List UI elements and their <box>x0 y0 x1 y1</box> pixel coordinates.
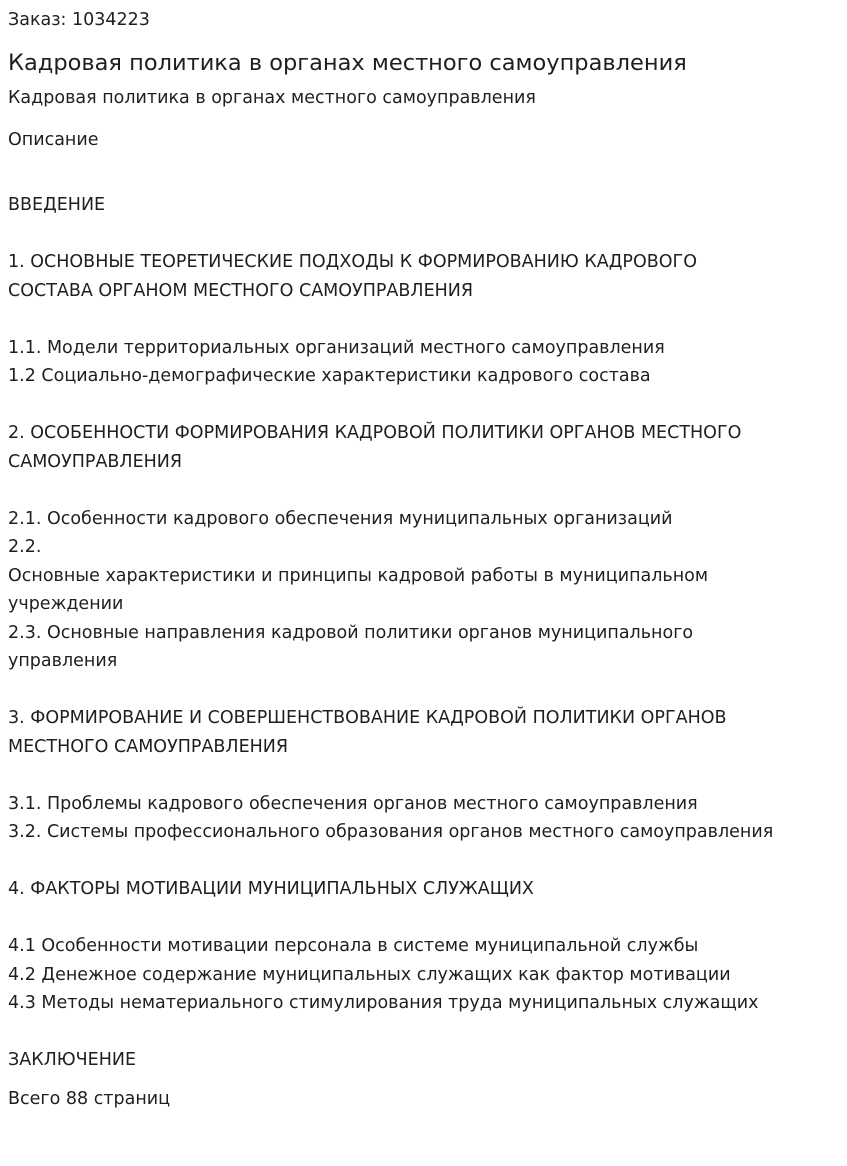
toc-spacer <box>8 391 839 420</box>
toc-section-1-2: 1.2 Социально-демографические характеристики кадрового состава <box>8 366 651 386</box>
toc-conclusion: ЗАКЛЮЧЕНИЕ <box>8 1050 137 1070</box>
toc-chapter-2-line-2: САМОУПРАВЛЕНИЯ <box>8 451 183 472</box>
toc-spacer <box>8 761 839 790</box>
toc-section-4-1: 4.1 Особенности мотивации персонала в системе муниципальной службы <box>8 936 699 956</box>
toc-section-4-3: 4.3 Методы нематериального стимулирования труда муниципальных служащих <box>8 993 759 1013</box>
toc-chapter-1-line-1: 1. ОСНОВНЫЕ ТЕОРЕТИЧЕСКИЕ ПОДХОДЫ К ФОРМИРОВАНИЮ КАДРОВОГО <box>8 252 697 272</box>
table-of-contents <box>8 191 839 1075</box>
toc-chapter-2-line-1: 2. ОСОБЕННОСТИ ФОРМИРОВАНИЯ КАДРОВОЙ ПОЛИТИКИ ОРГАНОВ МЕСТНОГО <box>8 423 742 443</box>
toc-chapter-1-line-2: СОСТАВА ОРГАНОМ МЕСТНОГО САМОУПРАВЛЕНИЯ <box>8 280 474 301</box>
toc-spacer <box>8 904 839 933</box>
toc-section-2-1: 2.1. Особенности кадрового обеспечения муниципальных организаций <box>8 508 673 529</box>
toc-intro: ВВЕДЕНИЕ <box>8 195 106 215</box>
toc-chapter-3-line-1: 3. ФОРМИРОВАНИЕ И СОВЕРШЕНСТВОВАНИЕ КАДРОВОЙ ПОЛИТИКИ ОРГАНОВ <box>8 708 727 728</box>
description-label: Описание <box>8 130 99 150</box>
toc-section-2-2-line-1: Основные характеристики и принципы кадровой работы в муниципальном <box>8 565 709 586</box>
toc-chapter-4: 4. ФАКТОРЫ МОТИВАЦИИ МУНИЦИПАЛЬНЫХ СЛУЖАЩИХ <box>8 879 534 899</box>
toc-section-3-2: 3.2. Системы профессионального образования органов местного самоуправления <box>8 822 774 842</box>
toc-spacer <box>8 847 839 876</box>
toc-section-2-3-line-1: 2.3. Основные направления кадровой политики органов муниципального <box>8 622 694 643</box>
total-pages: Всего 88 страниц <box>8 1088 171 1109</box>
toc-chapter-3-line-2: МЕСТНОГО САМОУПРАВЛЕНИЯ <box>8 736 289 757</box>
toc-section-2-2-number: 2.2. <box>8 537 42 557</box>
toc-section-4-2: 4.2 Денежное содержание муниципальных служащих как фактор мотивации <box>8 964 731 985</box>
toc-spacer <box>8 220 839 249</box>
toc-spacer <box>8 476 839 505</box>
toc-section-1-1: 1.1. Модели территориальных организаций местного самоуправления <box>8 337 665 358</box>
toc-section-3-1: 3.1. Проблемы кадрового обеспечения органов местного самоуправления <box>8 793 698 814</box>
toc-spacer <box>8 676 839 705</box>
page-title: Кадровая политика в органах местного самоуправления <box>8 50 687 76</box>
order-number: Заказ: 1034223 <box>8 10 150 30</box>
toc-spacer <box>8 305 839 334</box>
toc-spacer <box>8 1018 839 1047</box>
toc-section-2-2-line-2: учреждении <box>8 594 124 614</box>
page-subtitle: Кадровая политика в органах местного самоуправления <box>8 88 536 108</box>
toc-section-2-3-line-2: управления <box>8 651 118 671</box>
